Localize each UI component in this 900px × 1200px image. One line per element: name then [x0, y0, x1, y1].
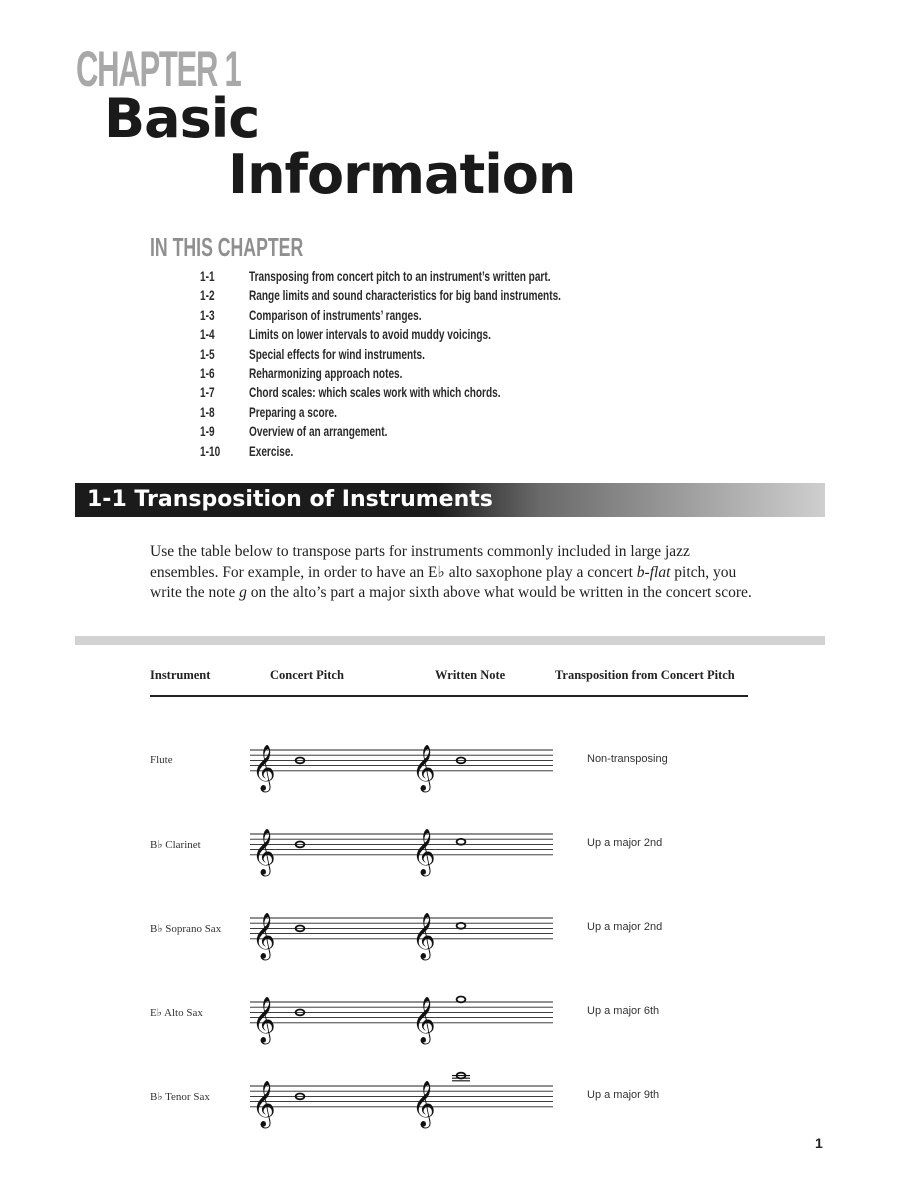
treble-clef-icon: 𝄞	[412, 744, 436, 791]
treble-clef-icon: 𝄞	[412, 1080, 436, 1127]
transposition-text: Up a major 9th	[587, 1089, 660, 1101]
toc-text: Range limits and sound characteristics for big band instruments.	[249, 287, 561, 304]
chapter-label: CHAPTER 1	[76, 41, 241, 97]
transposition-text: Up a major 2nd	[587, 921, 663, 933]
whole-note	[457, 839, 466, 845]
table-row	[0, 886, 900, 970]
toc-text: Exercise.	[249, 442, 294, 459]
treble-clef-icon: 𝄞	[412, 912, 436, 959]
header-transposition: Transposition from Concert Pitch	[555, 668, 735, 682]
toc-number: 1-8	[200, 403, 215, 420]
toc-number: 1-5	[200, 345, 215, 362]
toc-text: Comparison of instruments’ ranges.	[249, 306, 422, 323]
header-concert-pitch: Concert Pitch	[270, 668, 344, 682]
treble-clef-icon: 𝄞	[252, 912, 276, 959]
intro-emphasis: g	[239, 584, 247, 601]
staff-notation	[248, 978, 558, 1048]
treble-clef-icon: 𝄞	[412, 828, 436, 875]
instrument-name: B♭ Soprano Sax	[150, 923, 222, 935]
instrument-name: B♭ Clarinet	[150, 839, 201, 851]
toc-number: 1-2	[200, 287, 215, 304]
toc-number: 1-4	[200, 326, 215, 343]
treble-clef-icon: 𝄞	[252, 996, 276, 1043]
table-row	[0, 1054, 900, 1138]
header-instrument: Instrument	[150, 668, 211, 682]
toc-number: 1-10	[200, 442, 221, 459]
toc-number: 1-7	[200, 384, 215, 401]
toc-number: 1-3	[200, 306, 215, 323]
table-row	[0, 970, 900, 1054]
staff-notation	[248, 810, 558, 880]
staff-notation	[248, 894, 558, 964]
transposition-text: Non-transposing	[587, 753, 668, 765]
intro-emphasis: b-flat	[636, 563, 671, 581]
in-this-chapter-heading: IN THIS CHAPTER	[150, 232, 304, 262]
intro-paragraph	[150, 542, 760, 604]
toc-text: Limits on lower intervals to avoid muddy voicings.	[249, 326, 491, 343]
chapter-title-line1: Basic	[104, 87, 260, 150]
intro-text: on the alto’s part a major sixth above what would be written in the concert score.	[246, 584, 752, 601]
instrument-name: B♭ Tenor Sax	[150, 1091, 210, 1103]
toc-text: Chord scales: which scales work with which chords.	[249, 384, 501, 401]
whole-note	[457, 923, 466, 929]
section-title: 1-1 Transposition of Instruments	[87, 487, 493, 512]
table-row	[0, 802, 900, 886]
section-heading-bar	[75, 483, 825, 517]
treble-clef-icon: 𝄞	[252, 1080, 276, 1127]
toc-text: Transposing from concert pitch to an instrument’s written part.	[249, 268, 551, 284]
toc-text: Preparing a score.	[249, 403, 337, 420]
toc-number: 1-1	[200, 268, 215, 284]
divider-rule	[75, 636, 825, 645]
whole-note	[452, 1073, 470, 1081]
page-number: 1	[815, 1135, 823, 1151]
treble-clef-icon: 𝄞	[412, 996, 436, 1043]
treble-clef-icon: 𝄞	[252, 744, 276, 791]
instrument-name: E♭ Alto Sax	[150, 1007, 203, 1019]
transposition-text: Up a major 2nd	[587, 837, 663, 849]
instrument-name: Flute	[150, 754, 173, 766]
header-written-note: Written Note	[435, 668, 506, 682]
staff-notation	[248, 1062, 558, 1132]
transposition-text: Up a major 6th	[587, 1005, 660, 1017]
toc-number: 1-9	[200, 423, 215, 440]
header-rule	[150, 695, 748, 697]
intro-text: pitch, you write the note	[150, 563, 737, 601]
staff-notation	[248, 726, 558, 796]
toc-number: 1-6	[200, 364, 215, 381]
toc-text: Special effects for wind instruments.	[249, 345, 425, 362]
toc-text: Reharmonizing approach notes.	[249, 364, 403, 381]
intro-text: Use the table below to transpose parts for instruments commonly included in large jazz ensembles. For example, in order to have an E♭ alto saxophone play a concert	[150, 543, 690, 581]
treble-clef-icon: 𝄞	[252, 828, 276, 875]
toc-text: Overview of an arrangement.	[249, 423, 388, 440]
table-row	[0, 718, 900, 802]
whole-note	[457, 997, 466, 1003]
chapter-title-line2: Information	[228, 143, 576, 206]
